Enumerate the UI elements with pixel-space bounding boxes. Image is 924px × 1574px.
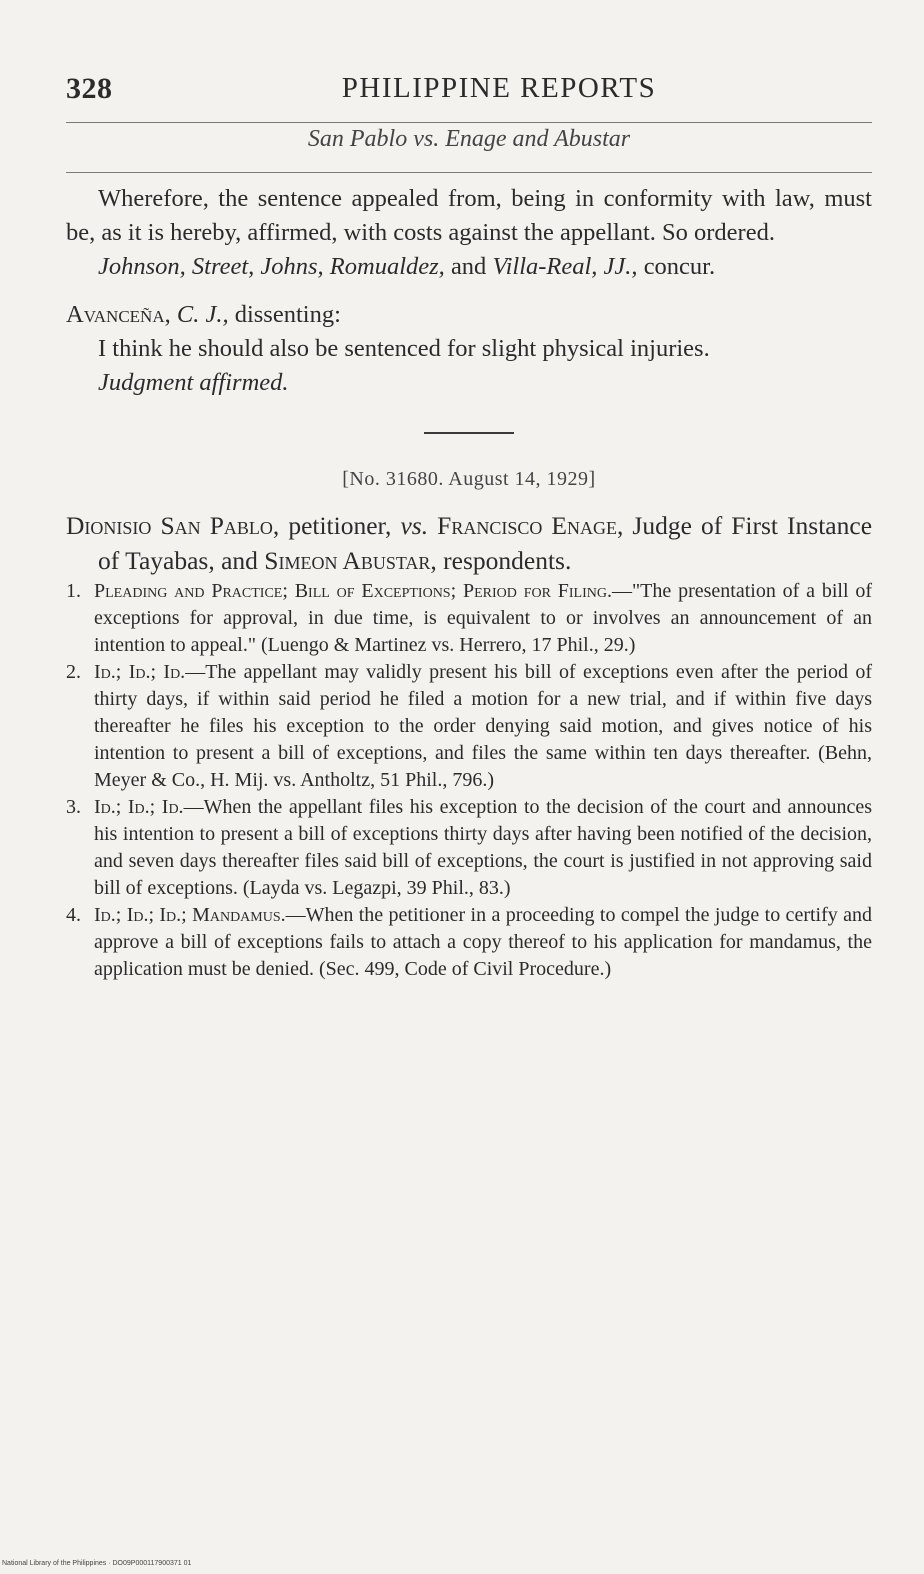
case-number: [No. 31680. August 14, 1929]: [342, 468, 596, 490]
syllabus-heading: Id.; Id.; Id.: [94, 796, 184, 818]
syllabus-heading: Id.; Id.; Id.: [94, 661, 186, 683]
respondent-judge-name: Francisco Enage,: [437, 511, 624, 540]
syllabus-item: [66, 794, 872, 902]
petitioner-role: petitioner,: [288, 511, 392, 540]
dissent-heading: [66, 298, 872, 332]
running-title: PHILIPPINE REPORTS: [341, 72, 657, 104]
document-page: [66, 0, 872, 1574]
syllabus: [66, 578, 872, 983]
scan-footer: National Library of the Philippines · DO09P000117900371 01: [2, 1560, 192, 1567]
syllabus-item: [66, 578, 872, 659]
section-divider: [424, 432, 514, 434]
dissenting-title: C. J.,: [176, 301, 229, 328]
respondents-role: respondents.: [443, 546, 572, 575]
dissent-label: dissenting:: [234, 301, 341, 328]
concurring-justice-last: Villa-Real, JJ.,: [492, 253, 638, 280]
page-body: [66, 182, 872, 983]
respondent-name: Simeon Abustar,: [264, 546, 437, 575]
syllabus-text: —The appellant may validly present his bill of exceptions even after the period of thirty days, if within said period he filed a motion for a new trial, and if within five days thereafter he files his exception to the order denying said motion, and gives notice of his intention to present a bill of exceptions, and files the same within ten days thereafter. (Behn, Meyer & Co., H. Mij. vs. Antholtz, 51 Phil., 796.): [94, 661, 872, 791]
syllabus-number: 2.: [66, 661, 81, 683]
concurring-justices: Johnson, Street, Johns, Romualdez,: [98, 253, 445, 280]
header-rule-top: [66, 122, 872, 123]
syllabus-number: 3.: [66, 796, 81, 818]
concurrence-line: [66, 250, 872, 284]
page-number: 328: [66, 72, 113, 105]
syllabus-item: [66, 659, 872, 794]
syllabus-item: [66, 902, 872, 983]
header-rule-bottom: [66, 172, 872, 173]
syllabus-heading: Id.; Id.; Id.; Mandamus.: [94, 904, 286, 926]
syllabus-number: 4.: [66, 904, 81, 926]
petitioner-name: Dionisio San Pablo,: [66, 511, 280, 540]
syllabus-number: 1.: [66, 580, 81, 602]
disposition-paragraph: Wherefore, the sentence appealed from, being in conformity with law, must be, as it is hereby, affirmed, with costs against the appellant. So ordered.: [66, 185, 872, 246]
case-subhead: San Pablo vs. Enage and Abustar: [307, 126, 631, 152]
concur-and: and: [450, 253, 487, 280]
page-header: [66, 70, 872, 110]
syllabus-text: —When the appellant files his exception to the decision of the court and announces his intention to present a bill of exceptions thirty days after having been notified of the decision, and seven days thereafter files said bill of exceptions, the court is justified in not approving said bill of exceptions. (Layda vs. Legazpi, 39 Phil., 83.): [94, 796, 872, 899]
syllabus-heading: Pleading and Practice; Bill of Exceptions; Period for Filing.: [94, 580, 612, 602]
dissent-text: I think he should also be sentenced for slight physical injuries.: [98, 335, 710, 362]
concur-word: concur.: [643, 253, 716, 280]
versus: vs.: [400, 511, 429, 540]
syllabus-text: —"The presentation of a bill of exceptions for approval, in due time, is equivalent to or involves an announcement of an intention to appeal." (Luengo & Martinez vs. Herrero, 17 Phil., 29.): [94, 580, 872, 656]
case-parties: [66, 508, 872, 578]
judgment-line: Judgment affirmed.: [98, 369, 289, 396]
dissenting-justice: Avanceña,: [66, 301, 171, 328]
syllabus-text: —When the petitioner in a proceeding to compel the judge to certify and approve a bill of exceptions fails to attach a copy thereof to his application for mandamus, the application must be denied. (Sec. 499, Code of Civil Procedure.): [94, 904, 872, 980]
respondent-court: Judge of First Instance of Tayabas, and: [98, 511, 873, 575]
